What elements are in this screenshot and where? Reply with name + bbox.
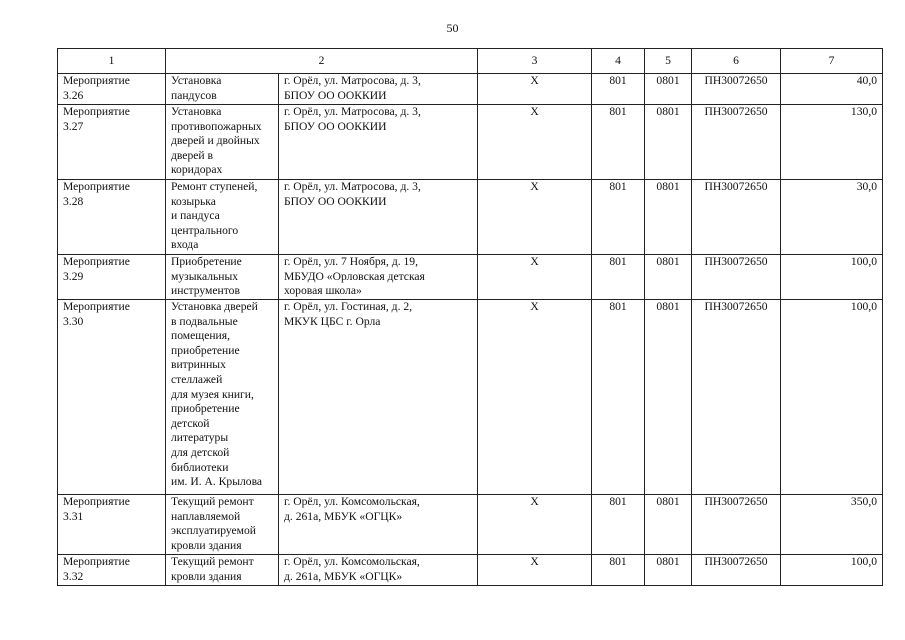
page-number: 50 [446, 21, 459, 35]
address-cell: г. Орёл, ул. Комсомольская, д. 261а, МБУК «ОГЦК» [279, 555, 478, 586]
col3-cell: Х [478, 105, 592, 180]
table-row [58, 74, 883, 105]
column-header-3: 3 [478, 49, 592, 74]
table-row [58, 105, 883, 180]
table-row [58, 495, 883, 555]
measure-cell: Мероприятие 3.28 [58, 180, 166, 255]
col5-cell: 0801 [645, 555, 692, 586]
measure-cell: Мероприятие 3.26 [58, 74, 166, 105]
col3-cell: Х [478, 495, 592, 555]
table-row [58, 300, 883, 495]
description-cell: Установка пандусов [166, 74, 279, 105]
table-row [58, 555, 883, 586]
col5-cell: 0801 [645, 105, 692, 180]
col3-cell: Х [478, 300, 592, 495]
table-row [58, 255, 883, 300]
col7-cell: 100,0 [781, 555, 883, 586]
measure-cell: Мероприятие 3.32 [58, 555, 166, 586]
measure-cell: Мероприятие 3.27 [58, 105, 166, 180]
col7-cell: 100,0 [781, 300, 883, 495]
address-cell: г. Орёл, ул. Гостиная, д. 2, МКУК ЦБС г. Орла [279, 300, 478, 495]
col7-cell: 40,0 [781, 74, 883, 105]
address-cell: г. Орёл, ул. Матросова, д. 3, БПОУ ОО ООККИИ [279, 74, 478, 105]
col4-cell: 801 [592, 300, 645, 495]
col4-cell: 801 [592, 180, 645, 255]
col3-cell: Х [478, 255, 592, 300]
col6-cell: ПН30072650 [692, 180, 781, 255]
col7-cell: 350,0 [781, 495, 883, 555]
measure-cell: Мероприятие 3.30 [58, 300, 166, 495]
col7-cell: 130,0 [781, 105, 883, 180]
col7-cell: 30,0 [781, 180, 883, 255]
description-cell: Установка противопожарных дверей и двойных дверей в коридорах [166, 105, 279, 180]
column-header-2: 2 [166, 49, 478, 74]
col6-cell: ПН30072650 [692, 74, 781, 105]
col5-cell: 0801 [645, 495, 692, 555]
col4-cell: 801 [592, 105, 645, 180]
col6-cell: ПН30072650 [692, 255, 781, 300]
col6-cell: ПН30072650 [692, 555, 781, 586]
col3-cell: Х [478, 74, 592, 105]
description-cell: Установка дверей в подвальные помещения, приобретение витринных стеллажей для музея книги, приобретение детской литературы для детской библиотеки им. И. А. Крылова [166, 300, 279, 495]
column-header-5: 5 [645, 49, 692, 74]
col5-cell: 0801 [645, 74, 692, 105]
col5-cell: 0801 [645, 180, 692, 255]
description-cell: Ремонт ступеней, козырька и пандуса центрального входа [166, 180, 279, 255]
table-row [58, 180, 883, 255]
col5-cell: 0801 [645, 300, 692, 495]
address-cell: г. Орёл, ул. Матросова, д. 3, БПОУ ОО ООККИИ [279, 180, 478, 255]
address-cell: г. Орёл, ул. Матросова, д. 3, БПОУ ОО ООККИИ [279, 105, 478, 180]
address-cell: г. Орёл, ул. 7 Ноября, д. 19, МБУДО «Орловская детская хоровая школа» [279, 255, 478, 300]
column-header-1: 1 [58, 49, 166, 74]
col6-cell: ПН30072650 [692, 495, 781, 555]
col3-cell: Х [478, 180, 592, 255]
measure-cell: Мероприятие 3.29 [58, 255, 166, 300]
measure-cell: Мероприятие 3.31 [58, 495, 166, 555]
col4-cell: 801 [592, 255, 645, 300]
col4-cell: 801 [592, 495, 645, 555]
col4-cell: 801 [592, 555, 645, 586]
column-header-6: 6 [692, 49, 781, 74]
header-row [58, 49, 883, 74]
description-cell: Текущий ремонт кровли здания [166, 555, 279, 586]
column-header-7: 7 [781, 49, 883, 74]
budget-table [57, 48, 883, 586]
col4-cell: 801 [592, 74, 645, 105]
col5-cell: 0801 [645, 255, 692, 300]
address-cell: г. Орёл, ул. Комсомольская, д. 261а, МБУК «ОГЦК» [279, 495, 478, 555]
col3-cell: Х [478, 555, 592, 586]
column-header-4: 4 [592, 49, 645, 74]
col6-cell: ПН30072650 [692, 105, 781, 180]
description-cell: Приобретение музыкальных инструментов [166, 255, 279, 300]
description-cell: Текущий ремонт наплавляемой эксплуатируемой кровли здания [166, 495, 279, 555]
col7-cell: 100,0 [781, 255, 883, 300]
col6-cell: ПН30072650 [692, 300, 781, 495]
